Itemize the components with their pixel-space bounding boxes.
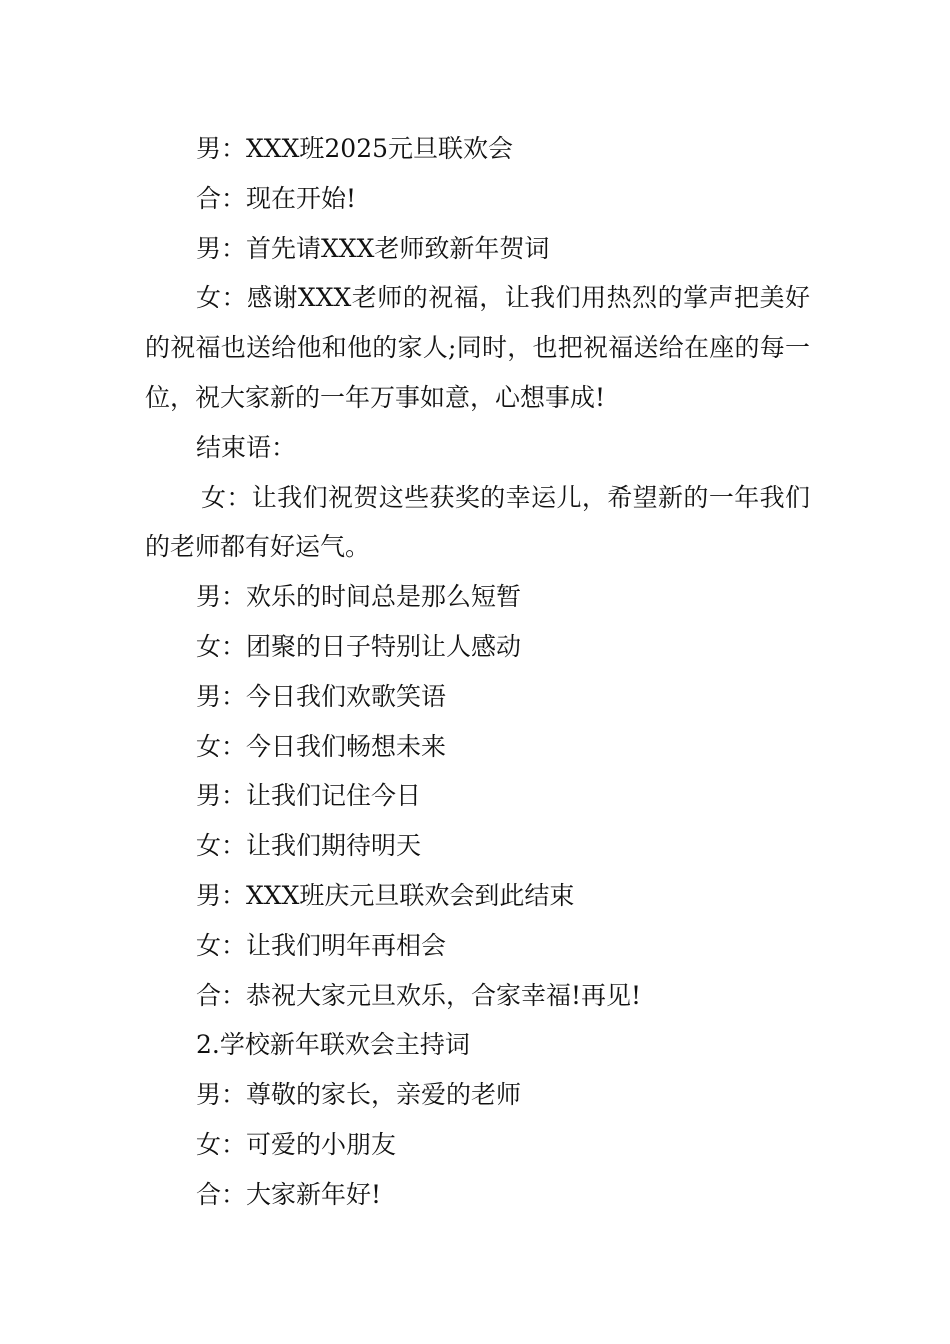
dialogue-line: 合：大家新年好! [196,1179,382,1209]
dialogue-line: 女：今日我们畅想未来 [196,731,447,761]
dialogue-line: 合：恭祝大家元旦欢乐，合家幸福!再见! [196,980,642,1010]
dialogue-line: 男：尊敬的家长，亲爱的老师 [196,1080,522,1110]
section-title: 2.学校新年联欢会主持词 [196,1030,470,1060]
dialogue-line: 男：欢乐的时间总是那么短暂 [196,582,522,612]
dialogue-paragraph: 女：感谢XXX老师的祝福，让我们用热烈的掌声把美好的祝福也送给他和他的家人;同时，也把祝福送给在座的每一位，祝大家新的一年万事如意，心想事成! [145,283,810,412]
dialogue-line: 男：XXX班2025元旦联欢会 [196,134,514,163]
dialogue-line: 女：让我们期待明天 [196,831,422,861]
dialogue-line: 女：让我们明年再相会 [196,930,447,960]
document-body [145,124,810,1220]
closing-heading: 结束语： [196,432,297,462]
dialogue-line: 男：今日我们欢歌笑语 [196,681,447,711]
dialogue-line: 男：首先请XXX老师致新年贺词 [196,233,550,263]
dialogue-line: 合：现在开始! [196,183,357,213]
dialogue-paragraph: 女：让我们祝贺这些获奖的幸运儿，希望新的一年我们的老师都有好运气。 [145,482,810,562]
dialogue-line: 女：可爱的小朋友 [196,1129,397,1159]
dialogue-line: 男：让我们记住今日 [196,781,422,811]
dialogue-line: 男：XXX班庆元旦联欢会到此结束 [196,880,575,910]
dialogue-line: 女：团聚的日子特别让人感动 [196,631,522,661]
